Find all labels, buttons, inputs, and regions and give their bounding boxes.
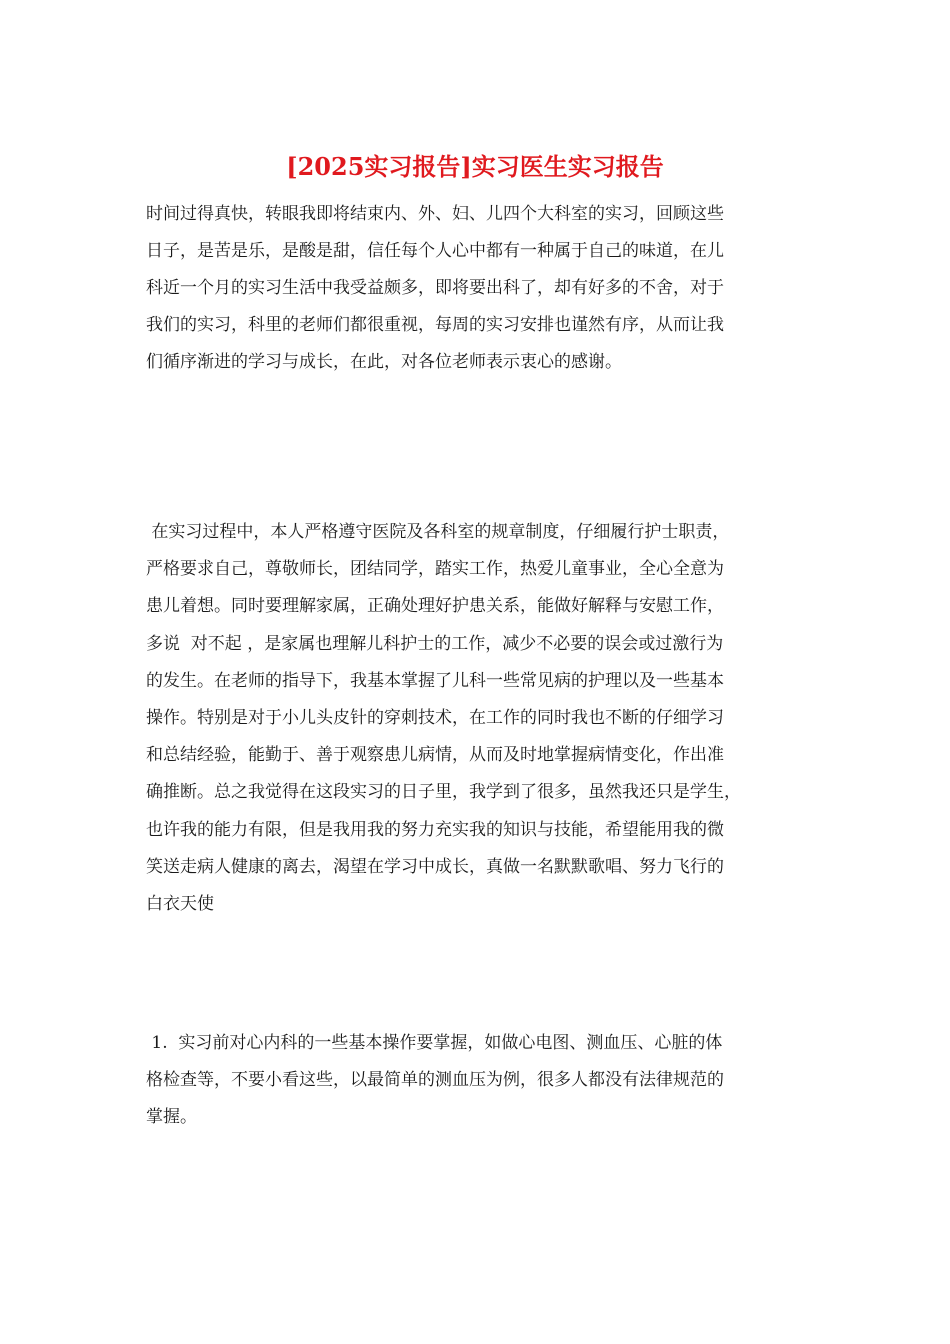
paragraph-line: 操作。特别是对于小儿头皮针的穿刺技术，在工作的同时我也不断的仔细学习: [146, 707, 724, 728]
paragraph-line: 严格要求自己，尊敬师长，团结同学，踏实工作，热爱儿童事业，全心全意为: [146, 559, 724, 580]
paragraph-line: 日子，是苦是乐，是酸是甜，信任每个人心中都有一种属于自己的味道，在儿: [146, 241, 724, 261]
paragraph-line: 多说 对不起 ，是家属也理解儿科护士的工作，减少不必要的误会或过激行为: [146, 633, 724, 654]
paragraph-line: 也许我的能力有限，但是我用我的努力充实我的知识与技能，希望能用我的微: [146, 819, 724, 840]
paragraph-line: 们循序渐进的学习与成长，在此，对各位老师表示衷心的感谢。: [146, 352, 622, 372]
paragraph-internship-process: [146, 514, 816, 923]
paragraph-line: 在实习过程中，本人严格遵守医院及各科室的规章制度，仔细履行护士职责，: [146, 522, 730, 542]
paragraph-line: 我们的实习，科里的老师们都很重视，每周的实习安排也谨然有序，从而让我: [146, 315, 724, 335]
paragraph-line: 患儿着想。同时要理解家属，正确处理好护患关系，能做好解释与安慰工作，: [146, 596, 724, 617]
paragraph-intro: [146, 196, 816, 381]
paragraph-line: 时间过得真快，转眼我即将结束内、外、妇、儿四个大科室的实习，回顾这些: [146, 204, 724, 224]
paragraph-line: 1. 实习前对心内科的一些基本操作要掌握，如做心电图、测血压、心脏的体: [146, 1033, 723, 1053]
paragraph-line: 掌握。: [146, 1107, 197, 1127]
paragraph-numbered-item: [146, 1025, 816, 1136]
paragraph-line: 白衣天使: [146, 893, 214, 914]
paragraph-line: 笑送走病人健康的离去，渴望在学习中成长，真做一名默默歌唱、努力飞行的: [146, 856, 724, 877]
document-title: [2025实习报告]实习医生实习报告: [286, 152, 664, 181]
paragraph-line: 格检查等，不要小看这些，以最简单的测血压为例，很多人都没有法律规范的: [146, 1070, 724, 1090]
paragraph-line: 确推断。总之我觉得在这段实习的日子里，我学到了很多，虽然我还只是学生，: [146, 782, 741, 803]
paragraph-line: 科近一个月的实习生活中我受益颇多，即将要出科了，却有好多的不舍，对于: [146, 278, 724, 298]
paragraph-line: 和总结经验，能勤于、善于观察患儿病情，从而及时地掌握病情变化，作出准: [146, 745, 724, 766]
paragraph-line: 的发生。在老师的指导下，我基本掌握了儿科一些常见病的护理以及一些基本: [146, 670, 724, 691]
